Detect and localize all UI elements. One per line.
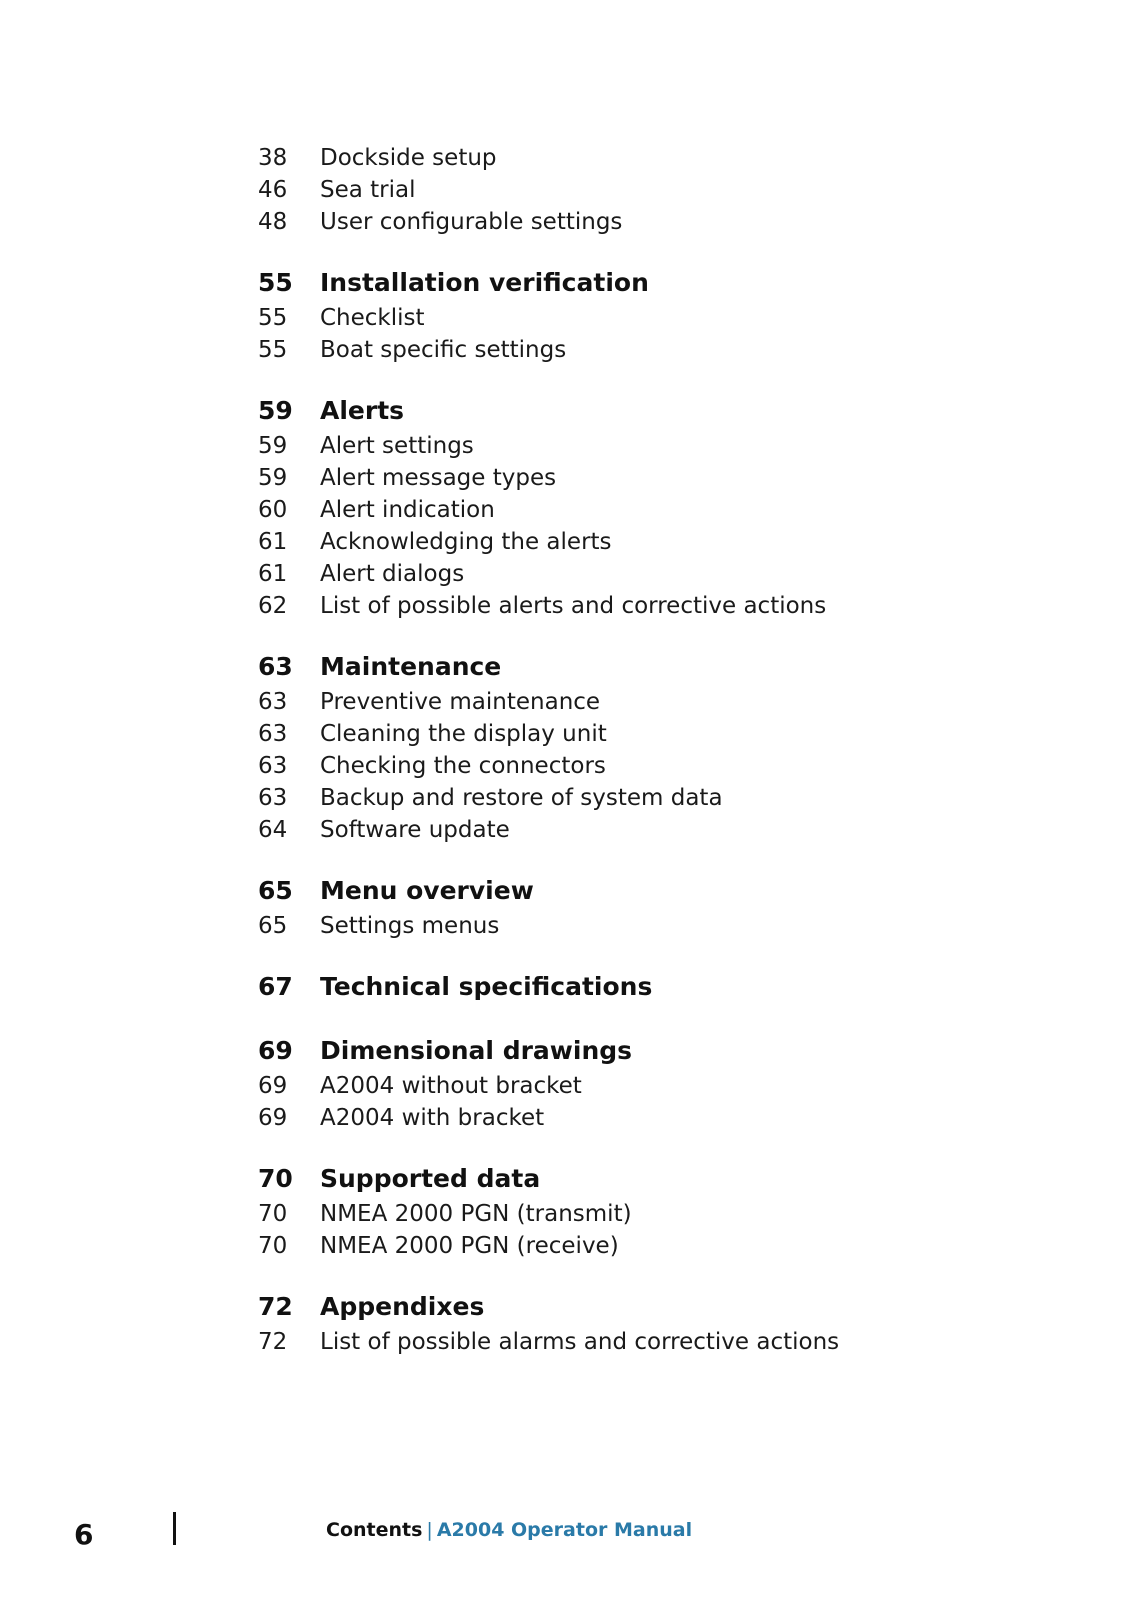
toc-entry-page: 63: [258, 753, 288, 779]
toc-entry-title: Alert message types: [320, 465, 557, 491]
toc-entry-page: 38: [258, 145, 288, 171]
toc-entry-page: 63: [258, 785, 288, 811]
toc-entry-title: Alert indication: [320, 497, 495, 523]
toc-entry[interactable]: [258, 494, 1078, 526]
toc-entry-page: 70: [258, 1201, 288, 1227]
toc-section-heading[interactable]: [258, 968, 1078, 1006]
toc-entry-title: User configurable settings: [320, 209, 623, 235]
toc-heading-title: Supported data: [320, 1164, 541, 1193]
toc-entry[interactable]: [258, 718, 1078, 750]
toc-entry-page: 69: [258, 1073, 288, 1099]
toc-entry-title: Cleaning the display unit: [320, 721, 607, 747]
toc-heading-title: Alerts: [320, 396, 405, 425]
toc-entry-title: Preventive maintenance: [320, 689, 601, 715]
toc-entry-page: 62: [258, 593, 288, 619]
toc-heading-page: 69: [258, 1036, 293, 1065]
toc-section-maintenance: [258, 648, 1078, 846]
toc-section-heading[interactable]: [258, 648, 1078, 686]
toc-entry[interactable]: [258, 142, 1078, 174]
toc-entry[interactable]: [258, 750, 1078, 782]
toc-heading-title: Appendixes: [320, 1292, 485, 1321]
toc-entry-title: A2004 with bracket: [320, 1105, 545, 1131]
footer-divider: [173, 1512, 176, 1545]
footer-contents-label: Contents: [326, 1519, 423, 1541]
toc-entry-title: NMEA 2000 PGN (transmit): [320, 1201, 632, 1227]
toc-entry[interactable]: [258, 526, 1078, 558]
toc-entry-page: 55: [258, 337, 288, 363]
table-of-contents: [258, 142, 1078, 1358]
toc-entry-title: Acknowledging the alerts: [320, 529, 612, 555]
toc-entry[interactable]: [258, 910, 1078, 942]
toc-heading-title: Menu overview: [320, 876, 534, 905]
toc-entry-page: 46: [258, 177, 288, 203]
toc-entry-page: 61: [258, 561, 288, 587]
toc-heading-page: 72: [258, 1292, 293, 1321]
toc-section-technical-specifications: [258, 968, 1078, 1006]
toc-section-intro: [258, 142, 1078, 238]
toc-section-heading[interactable]: [258, 264, 1078, 302]
toc-entry-page: 63: [258, 689, 288, 715]
toc-entry[interactable]: [258, 782, 1078, 814]
toc-heading-title: Technical specifications: [320, 972, 653, 1001]
toc-entry-page: 59: [258, 433, 288, 459]
toc-heading-title: Maintenance: [320, 652, 502, 681]
page-number: 6: [74, 1518, 94, 1551]
toc-entry-page: 59: [258, 465, 288, 491]
toc-heading-title: Dimensional drawings: [320, 1036, 633, 1065]
toc-entry-page: 70: [258, 1233, 288, 1259]
toc-entry-page: 69: [258, 1105, 288, 1131]
toc-entry-title: Settings menus: [320, 913, 500, 939]
toc-entry-title: Dockside setup: [320, 145, 497, 171]
toc-entry[interactable]: [258, 174, 1078, 206]
toc-entry[interactable]: [258, 1102, 1078, 1134]
toc-entry-title: Alert settings: [320, 433, 474, 459]
toc-entry[interactable]: [258, 334, 1078, 366]
toc-entry-page: 63: [258, 721, 288, 747]
toc-entry-page: 60: [258, 497, 288, 523]
toc-section-installation-verification: [258, 264, 1078, 366]
toc-entry[interactable]: [258, 814, 1078, 846]
toc-entry-page: 55: [258, 305, 288, 331]
toc-entry-page: 65: [258, 913, 288, 939]
toc-entry[interactable]: [258, 302, 1078, 334]
toc-section-heading[interactable]: [258, 392, 1078, 430]
toc-heading-page: 55: [258, 268, 293, 297]
toc-section-menu-overview: [258, 872, 1078, 942]
toc-heading-page: 59: [258, 396, 293, 425]
toc-entry[interactable]: [258, 430, 1078, 462]
toc-entry-title: Backup and restore of system data: [320, 785, 723, 811]
toc-entry-title: List of possible alerts and corrective actions: [320, 593, 827, 619]
toc-heading-page: 65: [258, 876, 293, 905]
toc-entry[interactable]: [258, 558, 1078, 590]
toc-entry-title: Alert dialogs: [320, 561, 465, 587]
toc-entry-page: 48: [258, 209, 288, 235]
toc-section-heading[interactable]: [258, 1288, 1078, 1326]
toc-section-supported-data: [258, 1160, 1078, 1262]
toc-entry-page: 64: [258, 817, 288, 843]
toc-entry-title: NMEA 2000 PGN (receive): [320, 1233, 619, 1259]
toc-heading-page: 63: [258, 652, 293, 681]
toc-section-dimensional-drawings: [258, 1032, 1078, 1134]
toc-entry[interactable]: [258, 686, 1078, 718]
toc-entry[interactable]: [258, 206, 1078, 238]
toc-entry-page: 61: [258, 529, 288, 555]
toc-heading-page: 67: [258, 972, 293, 1001]
toc-entry[interactable]: [258, 1070, 1078, 1102]
toc-entry-title: Checklist: [320, 305, 425, 331]
toc-section-heading[interactable]: [258, 872, 1078, 910]
toc-section-heading[interactable]: [258, 1032, 1078, 1070]
toc-entry[interactable]: [258, 1326, 1078, 1358]
toc-entry-title: Checking the connectors: [320, 753, 606, 779]
toc-entry[interactable]: [258, 462, 1078, 494]
toc-entry[interactable]: [258, 590, 1078, 622]
toc-entry-title: List of possible alarms and corrective actions: [320, 1329, 840, 1355]
footer-separator: |: [426, 1519, 433, 1541]
toc-section-appendixes: [258, 1288, 1078, 1358]
toc-section-alerts: [258, 392, 1078, 622]
toc-entry-title: Boat specific settings: [320, 337, 567, 363]
toc-heading-page: 70: [258, 1164, 293, 1193]
footer-manual-title: A2004 Operator Manual: [436, 1519, 693, 1541]
toc-entry[interactable]: [258, 1230, 1078, 1262]
running-footer: [326, 1519, 692, 1541]
toc-entry-title: Sea trial: [320, 177, 416, 203]
toc-entry[interactable]: [258, 1198, 1078, 1230]
toc-section-heading[interactable]: [258, 1160, 1078, 1198]
toc-entry-title: Software update: [320, 817, 510, 843]
toc-entry-title: A2004 without bracket: [320, 1073, 582, 1099]
toc-heading-title: Installation verification: [320, 268, 649, 297]
toc-entry-page: 72: [258, 1329, 288, 1355]
